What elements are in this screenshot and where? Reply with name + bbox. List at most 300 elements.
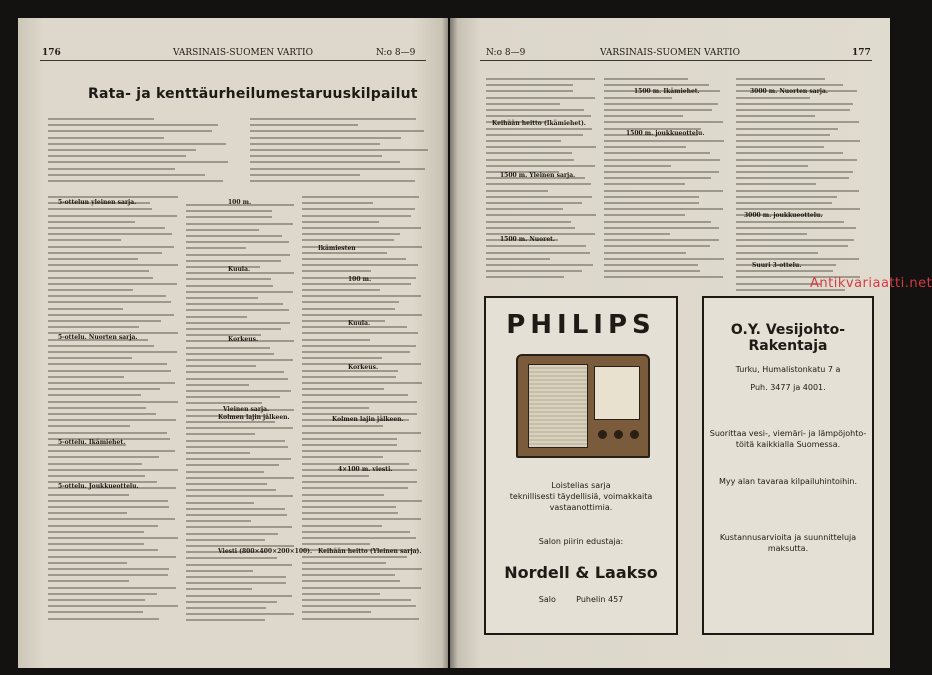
text-line	[48, 345, 154, 347]
text-line	[302, 301, 399, 303]
text-line	[302, 351, 410, 353]
text-line	[302, 357, 382, 359]
text-line	[736, 258, 859, 260]
text-line	[486, 109, 584, 111]
text-line	[186, 619, 265, 621]
text-line	[486, 252, 590, 254]
text-line	[48, 419, 176, 421]
text-line	[604, 177, 711, 179]
text-line	[486, 183, 591, 185]
text-line	[486, 190, 548, 192]
text-line	[250, 130, 424, 132]
text-line	[604, 258, 724, 260]
text-line	[302, 456, 383, 458]
text-line	[486, 103, 560, 105]
article-title: Rata- ja kenttäurheilumestaruuskilpailut	[88, 86, 418, 102]
section-heading: 5-ottelu. Nuorten sarja.	[58, 334, 138, 341]
text-line	[250, 124, 358, 126]
section-heading: Korkeus.	[348, 364, 379, 371]
text-line	[186, 365, 256, 367]
section-heading: Vieinen sarja.	[223, 406, 270, 413]
text-line	[302, 221, 379, 223]
text-line	[736, 128, 838, 130]
section-heading: Suuri 3-ottelu.	[752, 262, 802, 269]
text-line	[48, 124, 218, 126]
text-line	[48, 168, 175, 170]
text-line	[302, 525, 382, 527]
text-line	[250, 155, 382, 157]
text-line	[486, 140, 561, 142]
text-line	[486, 90, 573, 92]
text-line	[486, 97, 595, 99]
text-line	[604, 159, 720, 161]
left-page	[18, 18, 448, 668]
text-line	[48, 314, 174, 316]
text-line	[48, 264, 178, 266]
text-line	[486, 245, 586, 247]
philips-logo: PHILIPS	[506, 310, 656, 340]
text-line	[48, 239, 121, 241]
text-line	[302, 475, 369, 477]
right-page	[450, 18, 932, 668]
text-line	[48, 137, 164, 139]
text-line	[186, 545, 294, 547]
text-line	[736, 183, 816, 185]
text-line	[186, 254, 290, 256]
text-line	[48, 130, 212, 132]
watermark-stamp: Antikvariaatti.net	[810, 276, 932, 291]
text-line	[486, 202, 582, 204]
philips-dealer-city-phone: Salo Puhelin 457	[538, 595, 624, 604]
text-line	[48, 407, 146, 409]
text-line	[48, 215, 177, 217]
text-line	[48, 401, 178, 403]
text-line	[302, 450, 421, 452]
text-line	[186, 595, 292, 597]
text-line	[604, 239, 719, 241]
text-line	[186, 440, 285, 442]
text-line	[186, 607, 266, 609]
text-line	[604, 276, 723, 278]
text-line	[736, 103, 853, 105]
text-line	[186, 576, 286, 578]
text-line	[48, 149, 196, 151]
text-line	[604, 103, 718, 105]
text-line	[48, 518, 175, 520]
right-header-rule	[480, 60, 872, 61]
text-line	[48, 593, 157, 595]
text-line	[186, 508, 285, 510]
text-line	[48, 227, 165, 229]
text-line	[302, 320, 385, 322]
text-line	[186, 601, 277, 603]
text-line	[302, 518, 421, 520]
text-line	[604, 233, 670, 235]
text-line	[48, 155, 186, 157]
text-line	[302, 215, 411, 217]
text-line	[186, 427, 293, 429]
left-page-number: 176	[42, 48, 61, 58]
text-line	[604, 227, 719, 229]
text-line	[186, 322, 290, 324]
text-line	[302, 227, 421, 229]
vesijohto-services: Suorittaa vesi-, viemäri- ja lämpöjohto- töitä kaikkialla Suomessa.	[709, 429, 867, 449]
text-line	[48, 525, 158, 527]
text-line	[186, 433, 255, 435]
text-line	[486, 152, 572, 154]
radio-knob	[630, 430, 639, 439]
vesijohto-address: Turku, Humalistonkatu 7 a	[735, 365, 841, 374]
text-line	[302, 308, 395, 310]
text-line	[48, 277, 153, 279]
text-line	[604, 202, 699, 204]
text-line	[48, 506, 169, 508]
text-line	[604, 252, 686, 254]
text-line	[48, 351, 177, 353]
text-line	[186, 378, 288, 380]
text-line	[186, 514, 287, 516]
text-line	[736, 245, 848, 247]
right-running-title: VARSINAIS-SUOMEN VARTIO	[600, 48, 740, 58]
text-line	[302, 568, 422, 570]
left-issue-number: N:o 8—9	[376, 48, 416, 58]
text-line	[604, 221, 711, 223]
text-line	[48, 376, 124, 378]
text-line	[302, 463, 409, 465]
text-line	[48, 357, 132, 359]
text-line	[186, 402, 262, 404]
text-line	[186, 216, 272, 218]
text-line	[186, 384, 249, 386]
section-heading: Keihään heitto (Ikämiehet).	[492, 120, 586, 127]
text-line	[48, 549, 158, 551]
text-line	[604, 115, 683, 117]
section-heading: Kolmen lajin jälkeen.	[332, 416, 404, 423]
text-line	[186, 241, 289, 243]
section-heading: 1500 m. Ikämiehet.	[634, 88, 700, 95]
section-heading: Korkeus.	[228, 336, 259, 343]
text-line	[48, 574, 168, 576]
text-line	[736, 84, 843, 86]
text-line	[604, 190, 723, 192]
text-line	[48, 382, 175, 384]
text-line	[604, 121, 723, 123]
text-line	[186, 539, 265, 541]
text-line	[186, 390, 291, 392]
text-line	[302, 593, 380, 595]
text-line	[48, 605, 178, 607]
text-line	[48, 394, 141, 396]
text-line	[736, 134, 830, 136]
text-line	[302, 407, 369, 409]
text-line	[302, 413, 417, 415]
text-line	[48, 388, 160, 390]
text-line	[736, 270, 833, 272]
text-line	[604, 183, 685, 185]
text-line	[302, 611, 371, 613]
text-line	[48, 512, 127, 514]
text-line	[48, 196, 178, 198]
text-line	[48, 587, 176, 589]
text-line	[48, 270, 149, 272]
text-line	[736, 202, 832, 204]
text-line	[250, 174, 360, 176]
text-line	[302, 252, 387, 254]
text-line	[48, 494, 129, 496]
section-heading: 4×100 m. viesti.	[338, 466, 393, 473]
text-line	[48, 475, 145, 477]
radio-illustration	[516, 354, 650, 458]
text-line	[302, 258, 406, 260]
text-line	[302, 599, 411, 601]
text-line	[302, 295, 421, 297]
text-line	[302, 444, 397, 446]
text-line	[48, 174, 205, 176]
section-heading: 1500 m. Nuoret.	[500, 236, 556, 243]
text-line	[302, 494, 384, 496]
text-line	[736, 233, 807, 235]
text-line	[736, 190, 859, 192]
text-line	[486, 214, 596, 216]
vesijohto-sales: Myy alan tavaraa kilpailuhintoihin.	[719, 477, 857, 486]
text-line	[186, 588, 252, 590]
text-line	[486, 276, 564, 278]
text-line	[186, 502, 254, 504]
text-line	[186, 477, 294, 479]
section-heading: Kuula.	[228, 266, 251, 273]
text-line	[736, 97, 810, 99]
text-line	[302, 376, 396, 378]
text-line	[186, 223, 293, 225]
text-line	[486, 146, 596, 148]
text-line	[186, 359, 293, 361]
text-line	[186, 297, 258, 299]
text-line	[736, 283, 821, 285]
text-line	[48, 456, 159, 458]
text-line	[302, 580, 400, 582]
text-line	[186, 533, 278, 535]
text-line	[48, 252, 162, 254]
text-line	[186, 582, 286, 584]
text-line	[604, 140, 724, 142]
text-line	[302, 394, 408, 396]
text-line	[486, 78, 595, 80]
text-line	[604, 264, 698, 266]
text-line	[604, 196, 699, 198]
text-line	[250, 161, 400, 163]
text-line	[250, 118, 416, 120]
text-line	[486, 115, 591, 117]
text-line	[302, 345, 416, 347]
text-line	[302, 283, 411, 285]
text-line	[302, 264, 418, 266]
text-line	[486, 264, 593, 266]
text-line	[48, 500, 168, 502]
section-heading: Ikämiesten	[318, 245, 356, 252]
text-line	[604, 270, 700, 272]
text-line	[302, 618, 419, 620]
text-line	[486, 233, 595, 235]
text-line	[736, 121, 859, 123]
text-line	[48, 283, 177, 285]
text-line	[48, 599, 145, 601]
text-line	[302, 500, 422, 502]
text-line	[48, 295, 166, 297]
section-heading: 3000 m. joukkueottelu.	[744, 212, 823, 219]
text-line	[186, 260, 281, 262]
text-line	[736, 171, 853, 173]
text-line	[186, 303, 283, 305]
section-heading: 3000 m. Nuorten sarja.	[750, 88, 828, 95]
text-line	[302, 401, 417, 403]
text-line	[302, 438, 397, 440]
text-line	[604, 78, 688, 80]
text-line	[186, 471, 264, 473]
text-line	[186, 446, 288, 448]
text-line	[486, 84, 573, 86]
section-heading: Kuula.	[348, 320, 371, 327]
text-line	[250, 168, 425, 170]
text-line	[486, 258, 550, 260]
text-line	[186, 421, 275, 423]
text-line	[48, 258, 138, 260]
text-line	[48, 143, 226, 145]
text-line	[186, 210, 272, 212]
text-line	[302, 208, 415, 210]
section-heading: Viesti (800×400×200×100).	[218, 548, 313, 555]
section-heading: 5-ottelun yleinen sarja.	[58, 199, 137, 206]
text-line	[186, 371, 284, 373]
text-line	[48, 308, 123, 310]
text-line	[186, 520, 251, 522]
text-line	[186, 353, 274, 355]
text-line	[48, 208, 152, 210]
text-line	[186, 483, 267, 485]
text-line	[736, 146, 824, 148]
right-page-number: 177	[852, 48, 871, 58]
text-line	[486, 196, 592, 198]
left-header-rule	[40, 60, 426, 61]
page-gutter	[442, 18, 458, 668]
radio-speaker-grill	[528, 364, 588, 448]
text-line	[48, 537, 178, 539]
magazine-spread	[18, 18, 932, 668]
text-line	[186, 489, 276, 491]
text-line	[736, 227, 856, 229]
text-line	[604, 84, 709, 86]
text-line	[604, 214, 685, 216]
text-line	[186, 564, 292, 566]
text-line	[48, 233, 172, 235]
section-heading: 100 m.	[228, 199, 252, 206]
text-line	[302, 487, 408, 489]
text-line	[302, 233, 400, 235]
philips-advertisement	[484, 296, 678, 635]
text-line	[736, 165, 808, 167]
radio-knob	[614, 430, 623, 439]
text-line	[736, 140, 860, 142]
section-heading: 5-ottelu. Joukkueottelu.	[58, 483, 139, 490]
text-line	[302, 332, 418, 334]
text-line	[604, 171, 719, 173]
text-line	[302, 537, 416, 539]
text-line	[186, 613, 294, 615]
section-heading: 5-ottelu. Ikämiehet.	[58, 439, 126, 446]
text-line	[48, 568, 169, 570]
text-line	[486, 270, 582, 272]
radio-dial	[594, 366, 640, 420]
text-line	[736, 208, 860, 210]
text-line	[250, 137, 401, 139]
text-line	[486, 128, 592, 130]
text-line	[302, 587, 421, 589]
text-line	[302, 481, 417, 483]
text-line	[604, 152, 710, 154]
text-line	[604, 97, 672, 99]
section-heading: 1500 m. joukkueottelu.	[626, 130, 705, 137]
vesijohto-company-name: O.Y. Vesijohto-Rakentaja	[730, 322, 846, 354]
text-line	[48, 425, 130, 427]
left-running-title: VARSINAIS-SUOMEN VARTIO	[173, 48, 313, 58]
text-line	[486, 165, 595, 167]
text-line	[186, 278, 271, 280]
vesijohto-phone: Puh. 3477 ja 4001.	[750, 383, 826, 392]
section-heading: 1500 m. Yleinen sarja.	[500, 172, 576, 179]
text-line	[736, 196, 837, 198]
text-line	[250, 149, 428, 151]
text-line	[48, 161, 228, 163]
text-line	[736, 239, 854, 241]
text-line	[302, 239, 394, 241]
vesijohto-quote: Kustannusarvioita ja suunnitteluja maksutta.	[719, 533, 857, 553]
text-line	[186, 328, 281, 330]
text-line	[302, 425, 383, 427]
text-line	[486, 159, 574, 161]
text-line	[48, 370, 171, 372]
text-line	[302, 202, 373, 204]
text-line	[186, 557, 277, 559]
text-line	[186, 247, 246, 249]
text-line	[48, 326, 139, 328]
text-line	[48, 469, 178, 471]
text-line	[48, 611, 143, 613]
text-line	[302, 196, 419, 198]
text-line	[302, 605, 416, 607]
text-line	[604, 245, 710, 247]
text-line	[486, 227, 575, 229]
philips-dealer-intro: Salon piirin edustaja:	[538, 537, 624, 546]
text-line	[48, 118, 154, 120]
section-heading: Keihään heitto (Yleinen sarja).	[318, 548, 422, 555]
text-line	[48, 543, 144, 545]
text-line	[302, 339, 370, 341]
text-line	[302, 562, 386, 564]
radio-knob	[598, 430, 607, 439]
text-line	[48, 531, 144, 533]
section-heading: Kolmen lajin jälkeen.	[218, 414, 290, 421]
text-line	[302, 556, 407, 558]
philips-dealer-name: Nordell & Laakso	[504, 563, 658, 582]
text-line	[604, 165, 671, 167]
text-line	[186, 526, 292, 528]
text-line	[48, 413, 156, 415]
text-line	[302, 432, 421, 434]
text-line	[48, 463, 142, 465]
text-line	[604, 146, 686, 148]
text-line	[250, 143, 380, 145]
text-line	[736, 177, 849, 179]
text-line	[186, 396, 280, 398]
